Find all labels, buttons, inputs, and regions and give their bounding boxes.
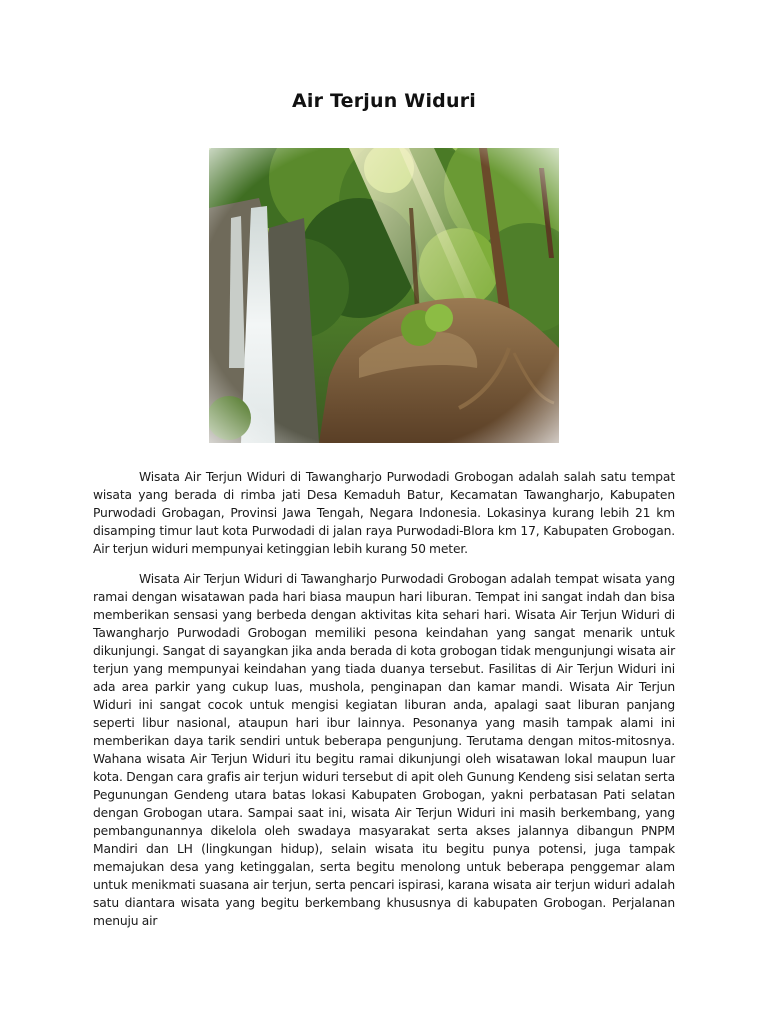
paragraph-2: Wisata Air Terjun Widuri di Tawangharjo Purwodadi Grobogan adalah tempat wisata yang ramai dengan wisatawan pada hari biasa maupun hari liburan. Tempat ini sangat indah dan bisa memberikan sensasi yang berbeda dengan aktivitas kita sehari hari. Wisata Air Terjun Widuri di Tawangharjo Purwodadi Grobogan memiliki pesona keindahan yang sangat menarik untuk dikunjungi. Sangat di sayangkan jika anda berada di kota grobogan tidak mengunjungi wisata air terjun yang mempunyai keindahan yang tiada duanya tersebut. Fasilitas di Air Terjun Widuri ini ada area parkir yang cukup luas, mushola, penginapan dan kamar mandi. Wisata Air Terjun Widuri ini sangat cocok untuk mengisi kegiatan liburan anda, apalagi saat liburan panjang seperti libur nasional, ataupun hari ibur lainnya. Pesonanya yang masih tampak alami ini memberikan daya tarik sendiri untuk beberapa pengunjung. Terutama dengan mitos-mitosnya. Wahana wisata Air Terjun Widuri itu begitu ramai dikunjungi oleh wisatawan lokal maupun luar kota. Dengan cara grafis air terjun widuri tersebut di apit oleh Gunung Kendeng sisi selatan serta Pegunungan Gendeng utara batas lokasi Kabupaten Grobogan, yakni perbatasan Pati selatan dengan Grobogan utara. Sampai saat ini, wisata Air Terjun Widuri ini masih berkembang, yang pembangunannya dikelola oleh swadaya masyarakat serta akses jalannya dibangun PNPM Mandiri dan LH (lingkungan hidup), selain wisata itu begitu punya potensi, juga tampak memajukan desa yang ketinggalan, serta begitu menolong untuk beberapa penggemar alam untuk menikmati suasana air terjun, serta pencari ispirasi, karana wisata air terjun widuri adalah satu diantara wisata yang begitu berkembang khususnya di kabupaten Grobogan. Perjalanan menuju air bbox=[93, 572, 675, 928]
article-body bbox=[93, 468, 675, 942]
waterfall-photo bbox=[209, 148, 559, 443]
paragraph-1: Wisata Air Terjun Widuri di Tawangharjo Purwodadi Grobogan adalah salah satu tempat wisata yang berada di rimba jati Desa Kemaduh Batur, Kecamatan Tawangharjo, Kabupaten Purwodadi Grobagan, Provinsi Jawa Tengah, Negara Indonesia. Lokasinya kurang lebih 21 km disamping timur laut kota Purwodadi di jalan raya Purwodadi-Blora km 17, Kabupaten Grobogan. Air terjun widuri mempunyai ketinggian lebih kurang 50 meter. bbox=[93, 470, 675, 556]
page-title: Air Terjun Widuri bbox=[292, 90, 476, 112]
